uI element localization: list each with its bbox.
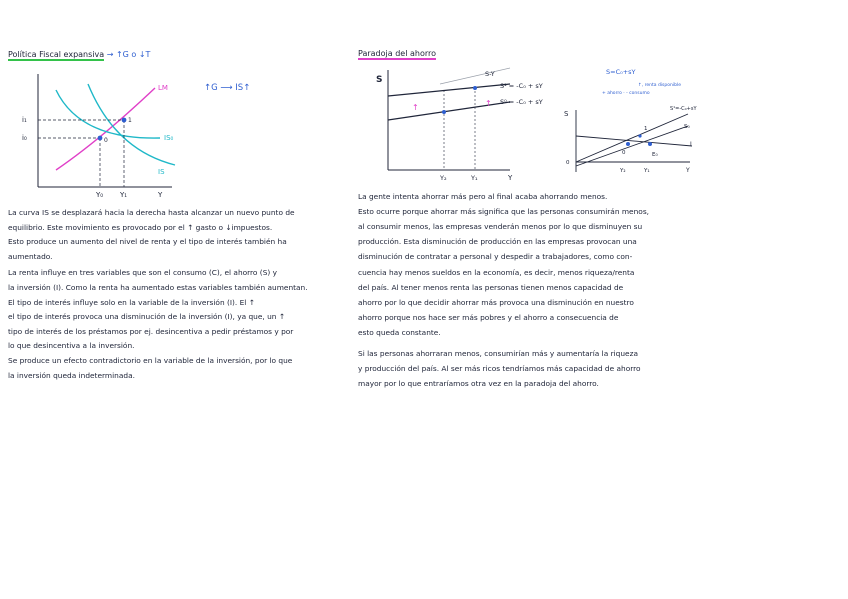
origin-label: 0 xyxy=(566,160,570,166)
note-line: cuencia hay menos sueldos en la economía, es decir, menos riqueza/renta xyxy=(358,267,635,277)
note-line: El tipo de interés influye solo en la variable de la inversión (I). El ↑ xyxy=(8,297,255,307)
equilibrium-point-0 xyxy=(98,136,103,141)
note-line: y producción del país. Al ser más ricos tendríamos más capacidad de ahorro xyxy=(358,364,641,374)
arrow-up-2: ↑ xyxy=(485,99,492,108)
note-line: aumentado. xyxy=(8,251,53,261)
left-title-text: Política Fiscal expansiva xyxy=(8,50,105,59)
note-line: ahorro porque nos hace ser más pobres y el ahorro a consecuencia de xyxy=(358,312,619,322)
note-line: mayor por lo que entraríamos otra vez en la paradoja del ahorro. xyxy=(358,379,599,389)
y-label: S xyxy=(564,110,569,118)
note-line: La gente intenta ahorrar más pero al final acaba ahorrando menos. xyxy=(358,192,608,201)
arrow-up-1: ↑ xyxy=(412,103,419,112)
is1-label: IS xyxy=(158,168,165,176)
is0-label: IS₀ xyxy=(164,134,174,142)
note-line: el tipo de interés provoca una disminución de la inversión (I), ya que, un ↑ xyxy=(8,312,286,322)
point-e0 xyxy=(648,142,652,146)
right-title xyxy=(358,49,436,59)
left-annotation: ↑G ⟶ IS↑ xyxy=(204,83,251,93)
point-0-label: 0 xyxy=(622,150,626,156)
note-left: + ahorro · - consumo xyxy=(602,91,650,96)
x-axis-label: Y xyxy=(686,167,690,174)
note-line: La renta influye en tres variables que son el consumo (C), el ahorro (S) y xyxy=(8,268,277,278)
is1-curve xyxy=(88,84,175,165)
y2-tick: Y₂ xyxy=(620,168,626,174)
point-y2 xyxy=(442,110,446,114)
point-1-label: 1 xyxy=(128,117,132,124)
y1-tick: Y₁ xyxy=(120,191,128,199)
y1-tick: Y₁ xyxy=(644,168,650,174)
point-0 xyxy=(626,142,630,146)
y0-tick: Y₀ xyxy=(96,191,104,199)
note-line: Esto produce un aumento del nivel de renta y el tipo de interés también ha xyxy=(8,237,287,247)
equilibrium-point-1 xyxy=(122,118,127,123)
saving-graph-main xyxy=(360,62,543,187)
note-line: del país. Al tener menos renta las personas tienen menos capacidad de xyxy=(358,282,624,292)
y2-tick: Y₂ xyxy=(440,174,447,182)
s1-line xyxy=(576,114,688,162)
s0-label: S₀ xyxy=(684,124,690,130)
saving-graph-small xyxy=(560,66,700,186)
y-label: S xyxy=(376,75,383,85)
note-line: Esto ocurre porque ahorrar más significa que las personas consumirán menos, xyxy=(358,207,650,217)
i1-tick: i₁ xyxy=(22,116,27,124)
note-line: equilibrio. Este movimiento es provocado por el ↑ gasto o ↓impuestos. xyxy=(8,222,273,232)
s0-line xyxy=(576,126,688,166)
lm-label: LM xyxy=(158,84,168,92)
point-e0-label: E₀ xyxy=(652,152,658,158)
point-1-label: 1 xyxy=(644,126,648,132)
left-title xyxy=(8,50,150,60)
note-right: ↑, renta disponible xyxy=(638,83,681,88)
lm-curve xyxy=(56,88,155,170)
note-line: Si las personas ahorraran menos, consumirían más y aumentaría la riqueza xyxy=(358,349,639,358)
s1-label: S¹=-C₀+sY xyxy=(670,106,697,112)
note-line: la inversión queda indeterminada. xyxy=(8,370,135,380)
eq-s1: S¹ = -C₀ + sY xyxy=(500,82,543,90)
note-line: esto queda constante. xyxy=(358,327,441,337)
note-line: ahorro por lo que decidir ahorrar más provoca una disminución en nuestro xyxy=(358,297,634,307)
point-1 xyxy=(638,134,641,137)
i-label: I xyxy=(690,141,692,148)
curve-top-label: S-Y xyxy=(485,70,495,78)
note-line: la inversión (I). Como la renta ha aumentado estas variables también aumentan. xyxy=(8,283,308,292)
note-line: producción. Esta disminución de producción en las empresas provocan una xyxy=(358,237,637,247)
point-y1 xyxy=(473,86,477,90)
right-title-text: Paradoja del ahorro xyxy=(358,49,436,58)
point-0-label: 0 xyxy=(104,137,108,144)
x-axis-label: Y xyxy=(158,191,163,199)
note-line: La curva IS se desplazará hacia la derecha hasta alcanzar un nuevo punto de xyxy=(8,208,295,217)
note-line: disminución de contratar a personal y despedir a trabajadores, como con- xyxy=(358,252,633,262)
islm-graph xyxy=(0,70,200,205)
s1-line xyxy=(388,84,510,96)
eq-top: S=C₀+sY xyxy=(606,68,636,76)
note-line: tipo de interés de los préstamos por ej. desincentiva a pedir préstamos y por xyxy=(8,326,294,336)
eq-s0: S⁰ = -C₀ + sY xyxy=(500,98,543,106)
note-line: al consumir menos, las empresas venderán menos por lo que disminuyen su xyxy=(358,222,643,232)
left-title-suffix: → ↑G o ↓T xyxy=(106,50,151,59)
y1-tick: Y₁ xyxy=(471,174,478,182)
note-line: lo que desincentiva a la inversión. xyxy=(8,341,135,351)
x-axis-label: Y xyxy=(508,174,513,182)
note-line: Se produce un efecto contradictorio en la variable de la inversión, por lo que xyxy=(8,356,293,365)
i0-tick: i₀ xyxy=(22,134,27,142)
